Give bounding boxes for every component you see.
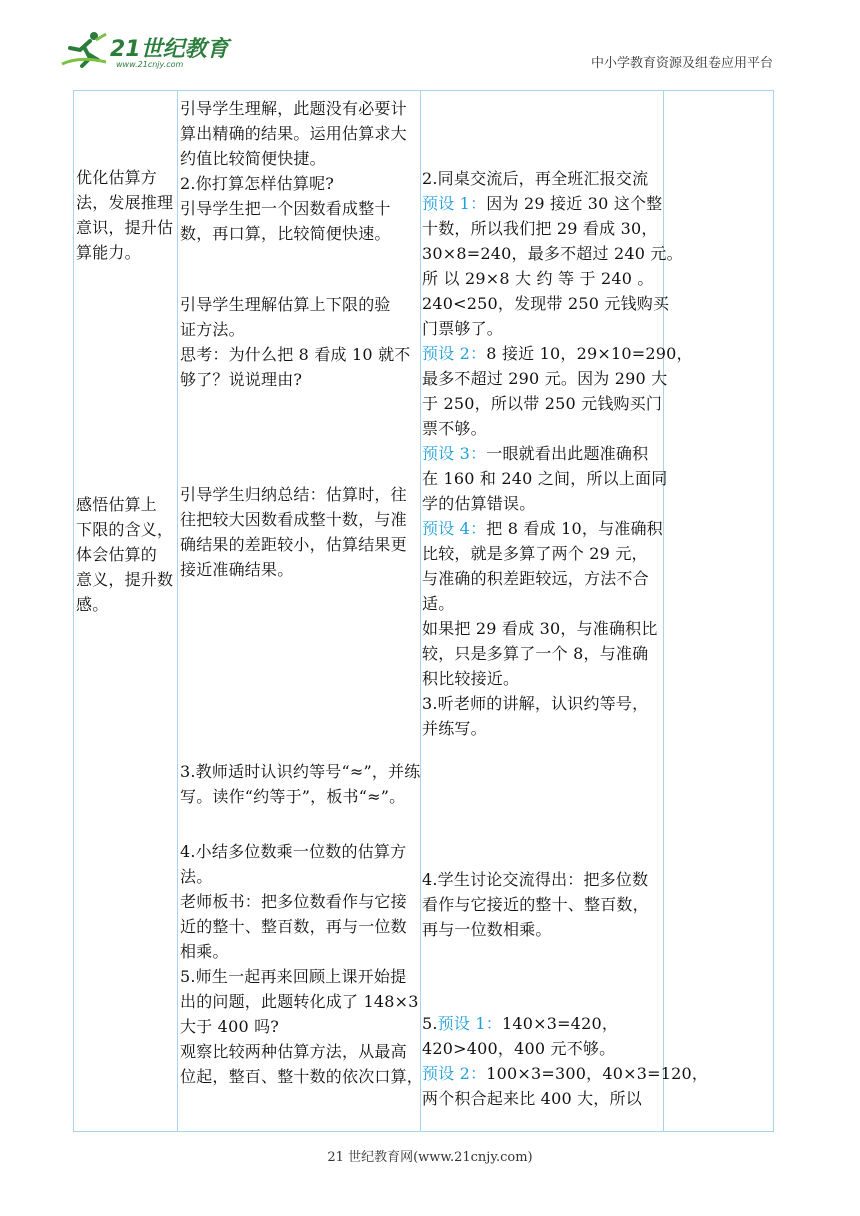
text-line: 3.听老师的讲解，认识约等号， <box>422 694 649 713</box>
preset-label: 预设 4： <box>422 519 487 538</box>
text-line: 出的问题，此题转化成了 148×3 <box>180 992 419 1011</box>
teacher-block-5 <box>180 839 424 1089</box>
text-span: 5. <box>422 1014 438 1033</box>
runner-logo-icon <box>60 30 110 70</box>
student-block-4 <box>422 867 664 942</box>
text-line: 优化估算方 <box>76 168 158 187</box>
text-line: 约值比较简便快捷。 <box>180 149 326 168</box>
text-line: 再与一位数相乘。 <box>422 920 552 939</box>
text-line: 往把较大因数看成整十数，与准 <box>180 510 407 529</box>
intent-block-1 <box>76 165 176 265</box>
text-line: 思考：为什么把 8 看成 10 就不 <box>180 345 411 364</box>
text-line: 2.你打算怎样估算呢? <box>180 174 335 193</box>
text-line: 感。 <box>76 595 109 614</box>
teacher-block-4 <box>180 759 420 809</box>
text-line <box>422 1061 709 1086</box>
student-block-5 <box>422 1011 709 1111</box>
text-line: 2.同桌交流后，再全班汇报交流 <box>422 169 649 188</box>
text-line: 算出精确的结果。运用估算求大 <box>180 124 407 143</box>
text-line <box>422 516 664 541</box>
text-line: 引导学生理解，此题没有必要计 <box>180 99 407 118</box>
text-line: 算能力。 <box>76 243 141 262</box>
text-span: 8 接近 10，29×10=290， <box>486 344 693 363</box>
text-line: 420>400，400 元不够。 <box>422 1039 616 1058</box>
text-line: 在 160 和 240 之间，所以上面同 <box>422 469 668 488</box>
preset-label: 预设 2： <box>422 344 487 363</box>
site-logo[interactable] <box>60 30 230 74</box>
text-line: 引导学生把一个因数看成整十 <box>180 199 391 218</box>
text-line <box>422 441 664 466</box>
text-line: 与准确的积差距较远，方法不合 <box>422 569 649 588</box>
text-line: 证方法。 <box>180 320 245 339</box>
text-line: 位起，整百、整十数的依次口算， <box>180 1067 424 1086</box>
text-line: 十数，所以我们把 29 看成 30， <box>422 219 658 238</box>
student-block <box>422 166 693 741</box>
column-divider <box>177 90 178 1132</box>
text-line: 数，再口算，比较简便快速。 <box>180 224 391 243</box>
text-span: 因为 29 接近 30 这个整 <box>486 194 663 213</box>
text-line: 比较，就是多算了两个 29 元， <box>422 544 648 563</box>
text-line: 大于 400 吗? <box>180 1017 280 1036</box>
text-line: 票不够。 <box>422 419 487 438</box>
text-line: 写。读作“约等于”，板书“≈”。 <box>180 787 406 806</box>
preset-label: 预设 1： <box>437 1014 502 1033</box>
text-line: 引导学生归纳总结：估算时，往 <box>180 485 407 504</box>
text-line: 意义，提升数 <box>76 570 174 589</box>
text-line: 240<250，发现带 250 元钱购买 <box>422 294 670 313</box>
text-line: 法，发展推理 <box>76 193 174 212</box>
text-line: 30×8=240，最多不超过 240 元。 <box>422 244 683 263</box>
text-line <box>422 191 664 216</box>
text-line: 确结果的差距较小，估算结果更 <box>180 535 407 554</box>
text-span: 一眼就看出此题准确积 <box>486 444 649 463</box>
text-line: 感悟估算上 <box>76 495 158 514</box>
text-span: 100×3=300，40×3=120， <box>486 1064 709 1083</box>
platform-title: 中小学教育资源及组卷应用平台 <box>590 56 773 71</box>
text-line: 接近准确结果。 <box>180 560 294 579</box>
text-line: 最多不超过 290 元。因为 290 大 <box>422 369 668 388</box>
text-line: 两个积合起来比 400 大，所以 <box>422 1089 642 1108</box>
text-line: 3.教师适时认识约等号“≈”，并练 <box>180 762 421 781</box>
text-line: 积比较接近。 <box>422 669 520 688</box>
text-line: 相乘。 <box>180 942 229 961</box>
text-line: 所 以 29×8 大 约 等 于 240 。 <box>422 269 654 288</box>
text-line: 够了？说说理由? <box>180 370 303 389</box>
logo-text: 21世纪教育 <box>110 37 229 62</box>
text-line: 老师板书：把多位数看作与它接 <box>180 892 407 911</box>
teacher-block-3 <box>180 482 420 582</box>
page-header <box>0 0 860 90</box>
text-line: 适。 <box>422 594 455 613</box>
teacher-block-2 <box>180 292 420 392</box>
text-line: 近的整十、整百数，再与一位数 <box>180 917 407 936</box>
text-line: 4.学生讨论交流得出：把多位数 <box>422 870 649 889</box>
text-line: 学的估算错误。 <box>422 494 536 513</box>
text-line: 门票够了。 <box>422 319 504 338</box>
page-footer: 21 世纪教育网(www.21cnjy.com) <box>327 1150 533 1165</box>
preset-label: 预设 1： <box>422 194 487 213</box>
text-line: 并练写。 <box>422 719 487 738</box>
text-line: 意识，提升估 <box>76 218 174 237</box>
text-line: 5.师生一起再来回顾上课开始提 <box>180 967 407 986</box>
teacher-block-1 <box>180 96 420 246</box>
text-line: 看作与它接近的整十、整百数， <box>422 895 649 914</box>
text-line <box>422 1011 664 1036</box>
text-line: 体会估算的 <box>76 545 158 564</box>
text-line: 如果把 29 看成 30，与准确积比 <box>422 619 658 638</box>
text-line <box>422 341 693 366</box>
preset-label: 预设 2： <box>422 1064 487 1083</box>
logo-url: www.21cnjy.com <box>116 60 184 69</box>
text-line: 引导学生理解估算上下限的验 <box>180 295 391 314</box>
text-line: 于 250，所以带 250 元钱购买门 <box>422 394 663 413</box>
text-line: 较，只是多算了一个 8，与准确 <box>422 644 649 663</box>
text-line: 观察比较两种估算方法，从最高 <box>180 1042 407 1061</box>
text-span: 140×3=420， <box>501 1014 619 1033</box>
column-divider <box>420 90 421 1132</box>
intent-block-2 <box>76 492 176 617</box>
text-line: 4.小结多位数乘一位数的估算方 <box>180 842 407 861</box>
preset-label: 预设 3： <box>422 444 487 463</box>
text-line: 下限的含义， <box>76 520 174 539</box>
text-span: 把 8 看成 10，与准确积 <box>486 519 663 538</box>
text-line: 法。 <box>180 867 213 886</box>
